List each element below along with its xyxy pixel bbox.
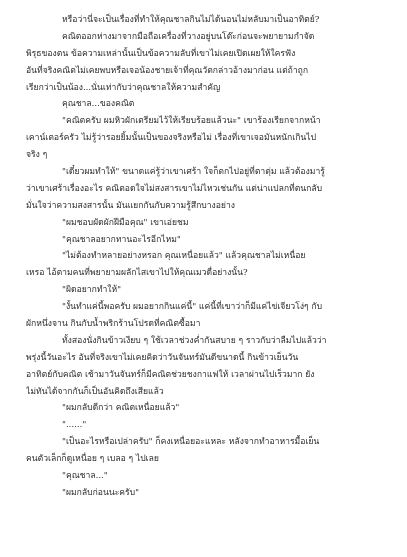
text-line: เคาน์เตอร์ครัว ไม่รู้ว่ารอยยิ้มนั้นเป็นของจริงหรือไม่ เรื่องที่เขาเจอมันหนักเกินไป <box>26 133 317 144</box>
text-line: "คุณชาล..." <box>62 471 108 482</box>
text-line: "ผมชอบผัดผักฝีมือคุณ" เขาเอ่ยชม <box>62 217 189 228</box>
text-line: พรุ่งนี้วันอะไร อันที่จริงเขาไม่เคยคิดว่าวันจันทร์มันดีขนาดนี้ กินข้าวเย็นวัน <box>26 352 299 363</box>
text-line: ไม่ทันได้จากกันก็เป็นอันคิดถึงเสียแล้ว <box>26 386 164 397</box>
text-line: หรือว่านี่จะเป็นเรื่องที่ทำให้คุณชาลกินไม่ได้นอนไม่หลับมาเป็นอาทิตย์? <box>62 15 320 25</box>
text-line: "ผิดอยากทำให้" <box>62 285 122 296</box>
text-line: คุณชาล...ของคณิต <box>62 99 135 110</box>
text-line: จริง ๆ <box>26 150 48 161</box>
text-line: คนตัวเล็กก็ดูเหนื่อย ๆ เบลอ ๆ ไปเลย <box>26 454 159 465</box>
text-line: เหรอ ไอ้ตามคนที่พยายามผลักไสเขาไปให้คุณเมวดื่อย่างนั้น? <box>26 268 248 279</box>
text-line: "เป็นอะไรหรือเปล่าครับ" ก็คงเหนื่อยอะแหละ หลังจากทำอาหารมื้อเย็น <box>62 437 320 448</box>
text-line: อันที่จริงคณิตไม่เคยพบหรือเจอน้องชายเจ้าที่คุณวัตกล่าวอ้างมาก่อน แต่ถ้าถูก <box>26 65 309 76</box>
text-line: ว่าเขาเศร้าเรื่องอะไร คณิตอดใจไม่สงสารเขาไม่ไหวเช่นกัน แต่น่าแปลกที่ตนกลับ <box>26 183 323 194</box>
text-line: "ผมกลับดีกว่า คณิตเหนื่อยแล้ว" <box>62 403 180 414</box>
text-line: อาทิตย์กับคณิต เช้ามาวันจันทร์ก็มีคณิตช่วยชงกาแฟให้ เวลาผ่านไปเร็วมาก ยัง <box>26 369 315 380</box>
text-line: คณิตออกห่างมาจากมือถือเครื่องที่วางอยู่บนโต๊ะก่อนจะพยายามกำจัด <box>62 31 315 42</box>
text-line: "คณิตครับ ผมหิวผักเตรียมไว้ให้เรียบร้อยแล้วนะ" เขาร้องเรียกจากหน้า <box>62 116 321 127</box>
text-line: เรียกว่าเป็นน้อง...นั่นเท่ากับว่าคุณชาลให้ความสำคัญ <box>26 82 221 93</box>
text-line: "ไม่ต้องทำหลายอย่างหรอก คุณเหนื่อยแล้ว" แล้วคุณชาลไม่เหนื่อย <box>62 251 306 262</box>
body-text <box>26 12 381 502</box>
text-line: "เดี๋ยวผมทำให้" ขนาดแค่รู้ว่าเขาเศร้า ใจก็ตกไปอยู่ที่ตาตุ่ม แล้วต้องมารู้ <box>62 167 325 178</box>
text-line: "งั้นทำแค่นี้พอครับ ผมอยากกินแค่นี้" แค่นี้ที่เขาว่าก็มีแค่ไข่เจียวโง่ๆ กับ <box>62 302 323 313</box>
text-line: มั่นใจว่าความสงสารนั้น มันแยกกันกับความรู้สึกบางอย่าง <box>26 200 235 211</box>
text-line: "ผมกลับก่อนนะครับ" <box>62 487 140 498</box>
text-line: ทั้งสองนั่งกินข้าวเงียบ ๆ ใช้เวลาช่วงค่ำกันสบาย ๆ ราวกับว่าลืมไปแล้วว่า <box>62 335 327 346</box>
text-line: ผักหนึ่งจาน กินกับน้ำพริกร้านโปรดที่คณิตซื้อมา <box>26 319 201 330</box>
text-line: "......" <box>62 420 87 431</box>
text-line: "คุณชาลอยากทานอะไรอีกไหม" <box>62 234 181 245</box>
text-line: พิรุธของตน ข้อความเหล่านั้นเป็นข้อความลับที่เขาไม่เคยเปิดเผยให้ใครฟัง <box>26 48 296 59</box>
